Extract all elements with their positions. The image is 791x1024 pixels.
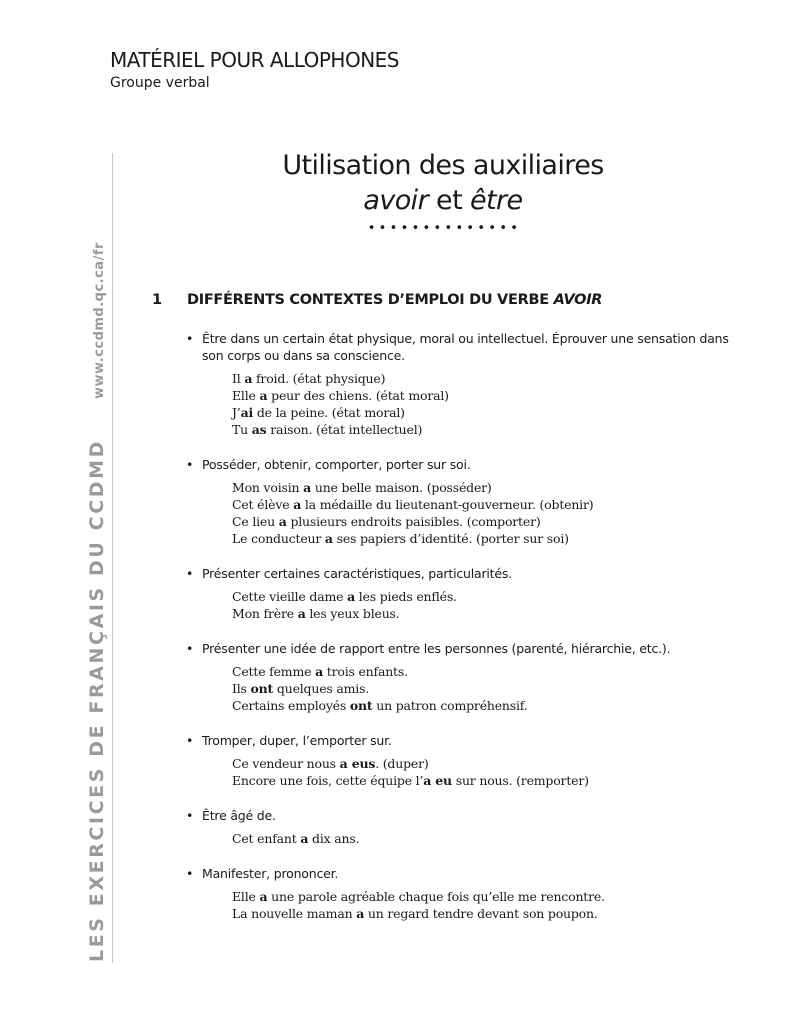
title-dotted-rule: ••••••••••••••: [367, 221, 522, 236]
list-item: [186, 807, 734, 847]
example-sentence: Cet enfant a dix ans.: [232, 831, 360, 846]
example-sentence: Certains employés ont un patron compréhensif.: [232, 698, 528, 713]
example-sentence: Elle a une parole agréable chaque fois qu’elle me rencontre.: [232, 889, 605, 904]
bullet-icon: •: [186, 331, 194, 346]
auxiliary-verb: as: [251, 422, 267, 437]
example-sentence: Il a froid. (état physique): [232, 371, 386, 386]
example-sentence: Encore une fois, cette équipe l’a eu sur nous. (remporter): [232, 773, 589, 788]
bullet-icon: •: [186, 866, 194, 881]
sidebar-vertical-text: [86, 242, 108, 962]
auxiliary-verb: a: [259, 889, 268, 904]
auxiliary-verb: a: [347, 589, 355, 604]
auxiliary-verb: a: [278, 514, 287, 529]
auxiliary-verb: a eus: [339, 756, 376, 771]
title-word-etre: être: [470, 185, 523, 216]
auxiliary-verb: ont: [250, 681, 274, 696]
example-block: [232, 888, 734, 922]
example-sentence: Cet élève a la médaille du lieutenant-gouverneur. (obtenir): [232, 497, 594, 512]
auxiliary-verb: a: [324, 531, 333, 546]
sidebar-divider: [112, 153, 113, 963]
bullet-text: • Être âgé de.: [186, 808, 276, 823]
title-line-1: Utilisation des auxiliaires: [282, 150, 604, 181]
example-block: [232, 663, 734, 714]
auxiliary-verb: ai: [240, 405, 254, 420]
example-sentence: Ils ont quelques amis.: [232, 681, 370, 696]
list-item: [186, 565, 734, 622]
bullet-text: • Posséder, obtenir, comporter, porter sur soi.: [186, 457, 471, 472]
title-word-avoir: avoir: [363, 185, 429, 216]
example-sentence: La nouvelle maman a un regard tendre devant son poupon.: [232, 906, 598, 921]
title-line-2: [150, 184, 736, 218]
title-connector: et: [428, 185, 471, 216]
example-sentence: Cette femme a trois enfants.: [232, 664, 408, 679]
page-header: [110, 48, 399, 91]
section-heading-italic: AVOIR: [553, 292, 603, 308]
bullet-text: • Présenter une idée de rapport entre les personnes (parenté, hiérarchie, etc.).: [186, 641, 671, 656]
sidebar-series-name: LES EXERCICES DE FRANÇAIS DU CCDMD: [86, 438, 108, 962]
example-block: [232, 370, 734, 438]
auxiliary-verb: a: [315, 664, 323, 679]
section-heading-text: DIFFÉRENTS CONTEXTES D’EMPLOI DU VERBE: [187, 292, 554, 308]
example-sentence: Cette vieille dame a les pieds enflés.: [232, 589, 457, 604]
auxiliary-verb: a: [244, 371, 253, 386]
section-number: 1: [152, 292, 162, 308]
bullet-icon: •: [186, 566, 194, 581]
auxiliary-verb: a: [293, 497, 302, 512]
example-sentence: Mon frère a les yeux bleus.: [232, 606, 400, 621]
auxiliary-verb: a: [259, 388, 268, 403]
bullet-icon: •: [186, 733, 194, 748]
bullet-text: • Manifester, prononcer.: [186, 866, 339, 881]
list-item: [186, 330, 734, 438]
example-sentence: Ce lieu a plusieurs endroits paisibles. (comporter): [232, 514, 541, 529]
usage-list: [186, 330, 734, 940]
section-heading: [152, 292, 602, 308]
example-sentence: Mon voisin a une belle maison. (posséder): [232, 480, 492, 495]
auxiliary-verb: a: [300, 831, 309, 846]
example-block: [232, 755, 734, 789]
auxiliary-verb: a eu: [423, 773, 452, 788]
example-block: [232, 479, 734, 547]
example-sentence: Ce vendeur nous a eus. (duper): [232, 756, 429, 771]
auxiliary-verb: a: [356, 906, 365, 921]
example-block: [232, 588, 734, 622]
example-sentence: Elle a peur des chiens. (état moral): [232, 388, 449, 403]
list-item: [186, 732, 734, 789]
bullet-text: • Tromper, duper, l’emporter sur.: [186, 733, 392, 748]
list-item: [186, 456, 734, 547]
example-sentence: J’ai de la peine. (état moral): [232, 405, 405, 420]
page-title: [150, 148, 736, 236]
example-block: [232, 830, 734, 847]
bullet-text: • Présenter certaines caractéristiques, particularités.: [186, 566, 512, 581]
example-sentence: Tu as raison. (état intellectuel): [232, 422, 423, 437]
auxiliary-verb: a: [297, 606, 306, 621]
bullet-icon: •: [186, 641, 194, 656]
bullet-icon: •: [186, 808, 194, 823]
auxiliary-verb: ont: [349, 698, 373, 713]
bullet-text: • Être dans un certain état physique, moral ou intellectuel. Éprouver une sensation dans son corps ou dans sa conscience.: [186, 331, 729, 363]
bullet-icon: •: [186, 457, 194, 472]
sidebar-url: www.ccdmd.qc.ca/fr: [92, 242, 107, 399]
header-title: MATÉRIEL POUR ALLOPHONES: [110, 48, 399, 72]
list-item: [186, 640, 734, 714]
auxiliary-verb: a: [303, 480, 312, 495]
list-item: [186, 865, 734, 922]
example-sentence: Le conducteur a ses papiers d’identité. (porter sur soi): [232, 531, 569, 546]
header-subtitle: Groupe verbal: [110, 75, 210, 91]
